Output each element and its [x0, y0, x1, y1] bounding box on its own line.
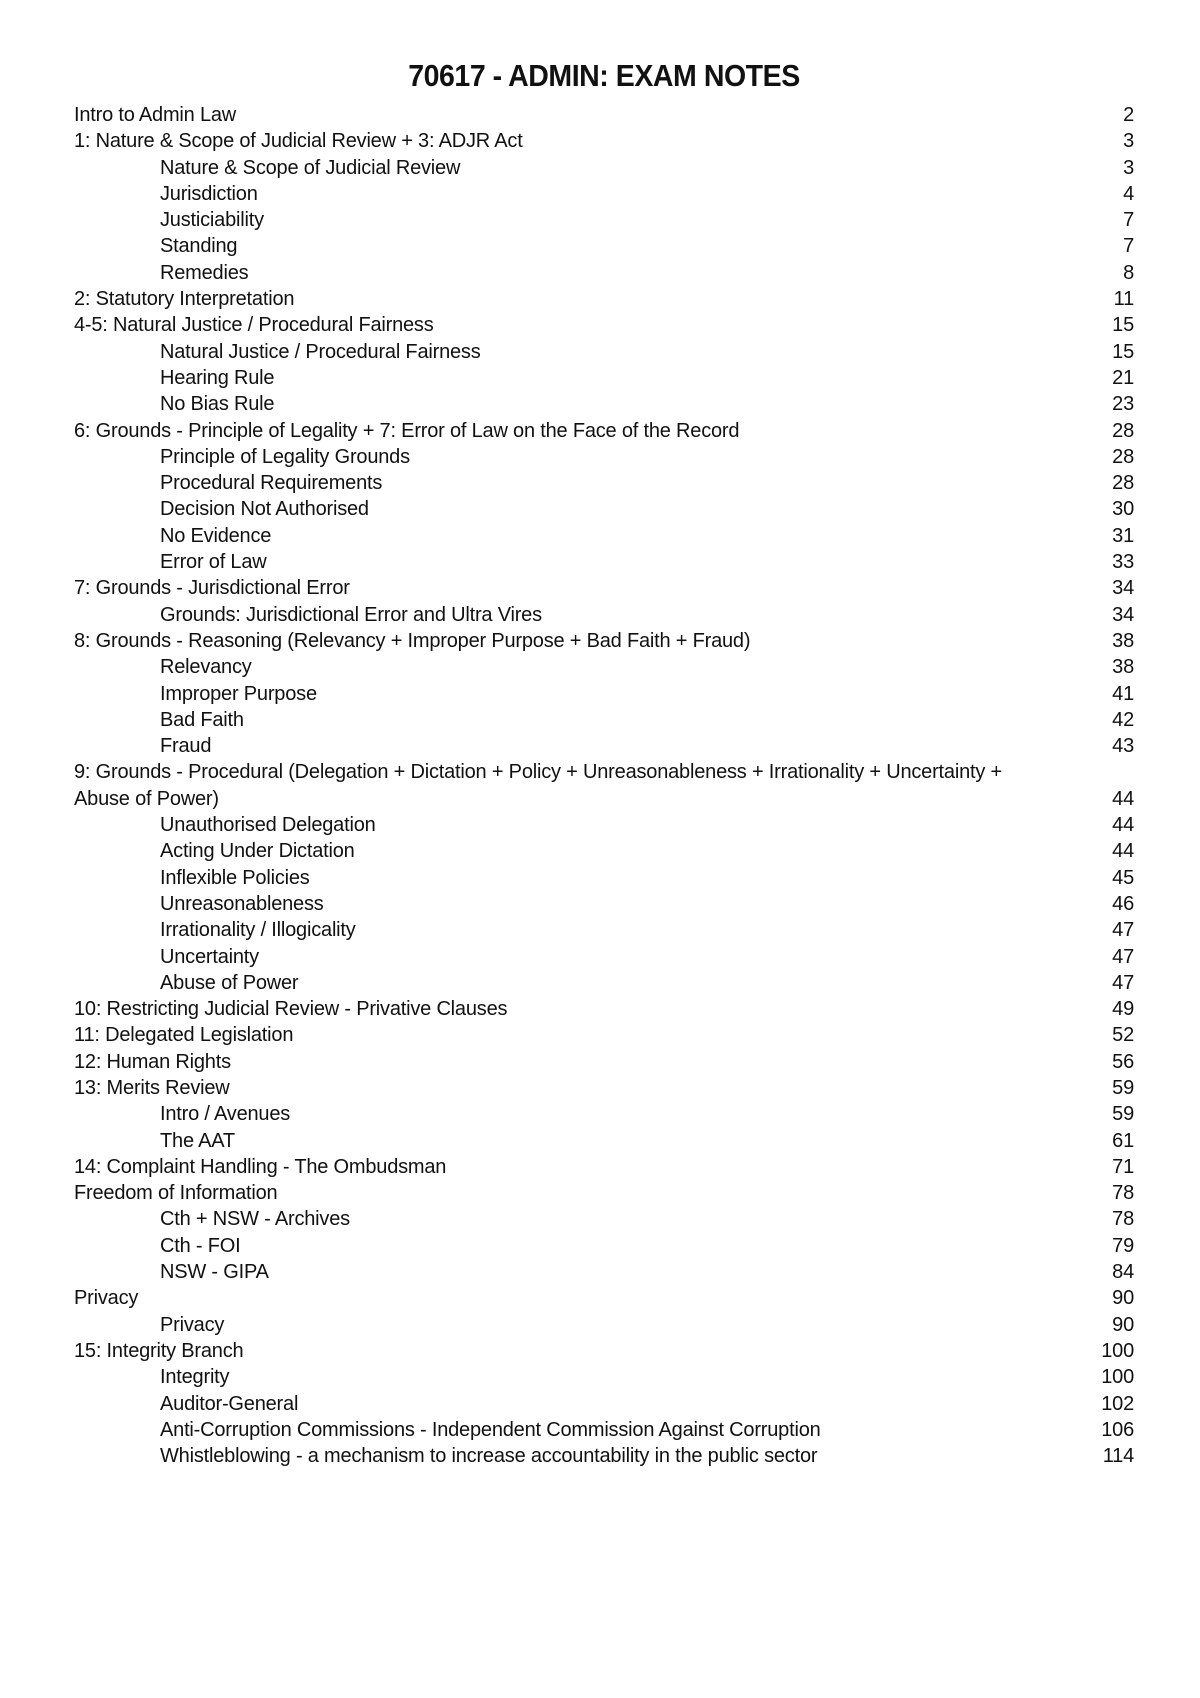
toc-entry-page-number: 21 [1112, 366, 1134, 389]
toc-entry [74, 944, 1134, 970]
toc-entry [74, 575, 1134, 601]
toc-entry-page-number: 2 [1123, 104, 1134, 126]
toc-entry-page-number: 106 [1101, 1418, 1134, 1441]
toc-entry-page-number: 78 [1112, 1208, 1134, 1231]
toc-entry-page-number: 49 [1112, 998, 1134, 1021]
toc-entry-page-number: 90 [1112, 1313, 1134, 1336]
toc-entry-title: 2: Statutory Interpretation [74, 288, 295, 311]
toc-entry-page-number: 11 [1113, 288, 1134, 311]
toc-entry-title: Irrationality / Illogicality [160, 919, 356, 942]
toc-entry [74, 365, 1134, 391]
toc-entry-title: The AAT [160, 1129, 235, 1152]
toc-entry [74, 339, 1134, 365]
toc-entry [74, 233, 1134, 259]
toc-entry-page-number: 34 [1112, 577, 1134, 600]
toc-entry-page-number: 38 [1112, 656, 1134, 679]
toc-entry-title: Decision Not Authorised [160, 498, 369, 521]
toc-entry-page-number: 47 [1112, 971, 1134, 994]
toc-entry-title: 9: Grounds - Procedural (Delegation + Dictation + Policy + Unreasonableness + Irrationality + Uncertainty + [74, 761, 1002, 784]
toc-entry-page-number: 7 [1123, 235, 1134, 258]
toc-entry [74, 523, 1134, 549]
toc-entry [74, 891, 1134, 917]
toc-entry [74, 681, 1134, 707]
toc-entry-page-number: 59 [1112, 1076, 1134, 1099]
toc-entry-title: Procedural Requirements [160, 472, 383, 495]
toc-entry [74, 759, 1134, 785]
toc-entry [74, 970, 1134, 996]
toc-entry-title: 14: Complaint Handling - The Ombudsman [74, 1155, 447, 1178]
toc-entry-page-number: 47 [1112, 919, 1134, 942]
toc-entry [74, 838, 1134, 864]
toc-entry-title: Unreasonableness [160, 892, 324, 915]
toc-entry [74, 549, 1134, 575]
document-title: 70617 - ADMIN: EXAM NOTES [408, 58, 800, 93]
toc-entry-title: Error of Law [160, 551, 267, 574]
toc-entry-title: Cth + NSW - Archives [160, 1208, 350, 1231]
toc-entry [74, 786, 1134, 812]
toc-entry-title: 1: Nature & Scope of Judicial Review + 3: ADJR Act [74, 130, 523, 153]
toc-entry [74, 260, 1134, 286]
toc-entry-page-number: 78 [1112, 1182, 1134, 1205]
toc-entry-page-number: 59 [1112, 1103, 1134, 1126]
toc-entry-page-number: 15 [1112, 314, 1134, 337]
toc-entry [74, 996, 1134, 1022]
toc-entry [74, 654, 1134, 680]
toc-entry-page-number: 30 [1112, 498, 1134, 521]
toc-entry-title: Jurisdiction [160, 182, 258, 205]
toc-entry-title: Auditor-General [160, 1392, 299, 1415]
toc-entry-page-number: 44 [1112, 787, 1134, 810]
toc-entry [74, 733, 1134, 759]
toc-entry [74, 1312, 1134, 1338]
toc-entry-page-number: 56 [1112, 1050, 1134, 1073]
toc-entry-page-number: 3 [1123, 156, 1134, 179]
toc-entry-title: Hearing Rule [160, 366, 275, 389]
toc-entry-page-number: 33 [1112, 551, 1134, 574]
toc-entry-page-number: 41 [1112, 682, 1134, 705]
toc-entry-title: Intro to Admin Law [74, 104, 237, 126]
toc-entry-title: Inflexible Policies [160, 866, 310, 889]
toc-entry-title: Remedies [160, 261, 249, 284]
toc-entry-title: 10: Restricting Judicial Review - Privative Clauses [74, 998, 508, 1021]
toc-entry-page-number: 28 [1112, 419, 1134, 442]
toc-entry [74, 496, 1134, 522]
toc-entry [74, 628, 1134, 654]
toc-entry-page-number: 43 [1112, 735, 1134, 758]
toc-entry-title: Whistleblowing - a mechanism to increase accountability in the public sector [160, 1445, 818, 1468]
toc-entry-title: Privacy [160, 1313, 225, 1336]
toc-entry [74, 1154, 1134, 1180]
toc-entry [74, 1206, 1134, 1232]
toc-entry-title: Abuse of Power) [74, 787, 219, 810]
toc-entry-title: Grounds: Jurisdictional Error and Ultra Vires [160, 603, 542, 626]
toc-entry [74, 286, 1134, 312]
toc-entry-page-number: 47 [1112, 945, 1134, 968]
toc-entry-title: Cth - FOI [160, 1234, 241, 1257]
toc-entry-title: Anti-Corruption Commissions - Independent Commission Against Corruption [160, 1418, 821, 1441]
toc-entry [74, 181, 1134, 207]
toc-entry-page-number: 44 [1112, 840, 1134, 863]
toc-entry [74, 418, 1134, 444]
toc-entry-title: 7: Grounds - Jurisdictional Error [74, 577, 350, 600]
toc-entry-page-number: 114 [1102, 1445, 1134, 1468]
toc-entry-title: Abuse of Power [160, 971, 299, 994]
toc-entry-page-number: 100 [1101, 1339, 1134, 1362]
toc-entry-title: Bad Faith [160, 708, 244, 731]
toc-entry-title: Nature & Scope of Judicial Review [160, 156, 461, 179]
toc-entry [74, 1049, 1134, 1075]
toc-entry-title: Natural Justice / Procedural Fairness [160, 340, 481, 363]
toc-entry-page-number: 100 [1101, 1366, 1134, 1389]
toc-entry-title: 12: Human Rights [74, 1050, 231, 1073]
toc-entry-page-number: 31 [1112, 524, 1134, 547]
toc-entry [74, 312, 1134, 338]
toc-entry-page-number: 42 [1112, 708, 1134, 731]
toc-entry-page-number: 3 [1123, 130, 1134, 153]
toc-entry [74, 1443, 1134, 1469]
toc-entry [74, 1391, 1134, 1417]
toc-entry-title: Relevancy [160, 656, 252, 679]
toc-entry [74, 155, 1134, 181]
toc-entry-title: Unauthorised Delegation [160, 814, 376, 837]
toc-entry-page-number: 8 [1123, 261, 1134, 284]
toc-entry-title: NSW - GIPA [160, 1261, 269, 1284]
toc-entry-title: Improper Purpose [160, 682, 317, 705]
toc-entry-page-number: 23 [1112, 393, 1134, 416]
toc-entry-title: Standing [160, 235, 238, 258]
toc-entry [74, 865, 1134, 891]
toc-entry-page-number: 79 [1112, 1234, 1134, 1257]
toc-entry-title: 15: Integrity Branch [74, 1339, 244, 1362]
toc-entry-page-number: 38 [1112, 629, 1134, 652]
toc-entry [74, 1233, 1134, 1259]
toc-entry [74, 1364, 1134, 1390]
toc-entry-page-number: 28 [1112, 445, 1134, 468]
toc-entry-title: Privacy [74, 1287, 139, 1310]
toc-entry [74, 1022, 1134, 1048]
toc-entry-page-number: 7 [1123, 209, 1134, 232]
toc-entry-title: 13: Merits Review [74, 1076, 230, 1099]
toc-entry [74, 470, 1134, 496]
toc-entry-page-number: 52 [1112, 1024, 1134, 1047]
toc-entry-title: Intro / Avenues [160, 1103, 291, 1126]
toc-entry-title: Freedom of Information [74, 1182, 278, 1205]
toc-entry-page-number: 15 [1112, 340, 1134, 363]
toc-entry [74, 1128, 1134, 1154]
toc-entry [74, 1101, 1134, 1127]
toc-entry-title: Integrity [160, 1366, 230, 1389]
toc-entry [74, 1075, 1134, 1101]
toc-entry [74, 1259, 1134, 1285]
table-of-contents [74, 102, 1134, 1469]
toc-entry [74, 102, 1134, 128]
toc-entry [74, 128, 1134, 154]
toc-entry-title: Fraud [160, 735, 212, 758]
toc-entry-title: Uncertainty [160, 945, 259, 968]
toc-entry [74, 1338, 1134, 1364]
toc-entry-title: 6: Grounds - Principle of Legality + 7: Error of Law on the Face of the Record [74, 419, 740, 442]
toc-entry [74, 1417, 1134, 1443]
toc-entry-title: No Evidence [160, 524, 272, 547]
toc-entry-page-number: 84 [1112, 1261, 1134, 1284]
toc-entry [74, 391, 1134, 417]
toc-entry-title: 8: Grounds - Reasoning (Relevancy + Improper Purpose + Bad Faith + Fraud) [74, 629, 751, 652]
toc-entry-page-number: 90 [1112, 1287, 1134, 1310]
toc-entry [74, 707, 1134, 733]
toc-entry [74, 207, 1134, 233]
toc-entry [74, 812, 1134, 838]
toc-entry [74, 1285, 1134, 1311]
toc-entry [74, 1180, 1134, 1206]
toc-entry-title: Principle of Legality Grounds [160, 445, 410, 468]
toc-entry-title: Acting Under Dictation [160, 840, 355, 863]
toc-entry-page-number: 61 [1112, 1129, 1134, 1152]
toc-entry-title: No Bias Rule [160, 393, 275, 416]
toc-entry [74, 917, 1134, 943]
toc-entry-page-number: 34 [1112, 603, 1134, 626]
toc-entry-page-number: 4 [1123, 182, 1134, 205]
toc-entry-page-number: 71 [1112, 1155, 1134, 1178]
toc-entry-page-number: 46 [1112, 892, 1134, 915]
toc-entry [74, 444, 1134, 470]
toc-entry-page-number: 45 [1112, 866, 1134, 889]
toc-entry-title: 11: Delegated Legislation [74, 1024, 294, 1047]
toc-entry-title: Justiciability [160, 209, 264, 232]
toc-entry-page-number: 28 [1112, 472, 1134, 495]
toc-entry-title: 4-5: Natural Justice / Procedural Fairness [74, 314, 434, 337]
toc-entry [74, 602, 1134, 628]
toc-entry-page-number: 44 [1112, 814, 1134, 837]
toc-entry-page-number: 102 [1101, 1392, 1134, 1415]
